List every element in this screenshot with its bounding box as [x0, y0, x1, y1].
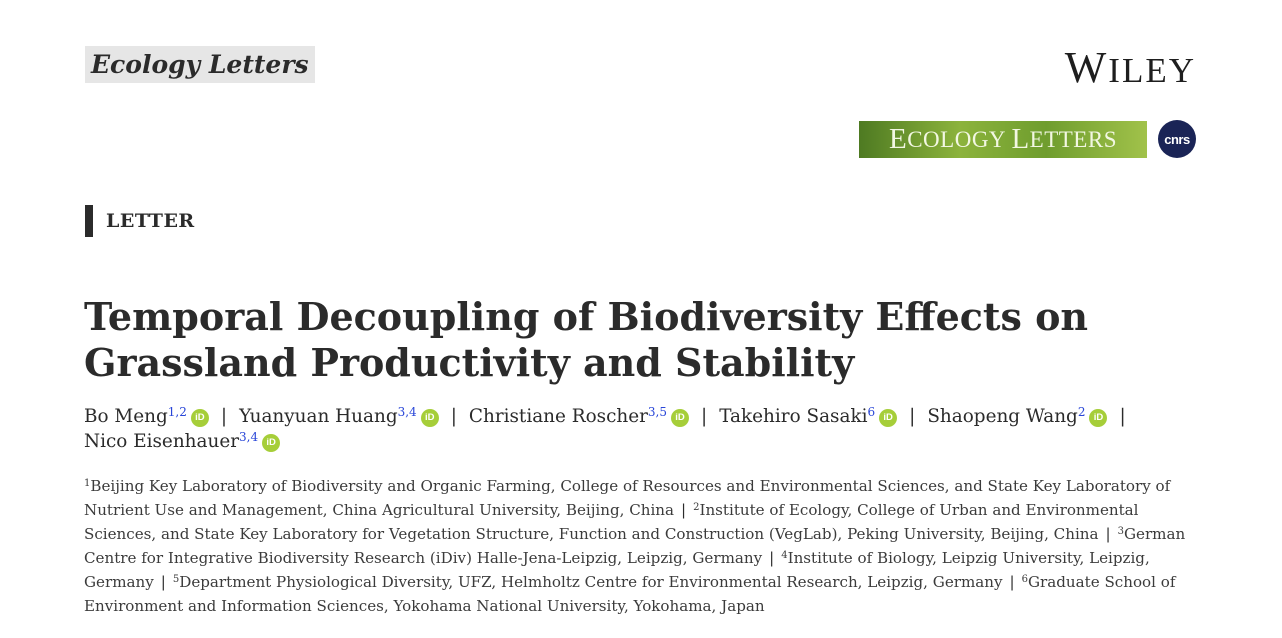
author-affiliation-ref[interactable]: 3,5 [647, 405, 668, 419]
author-affiliation-ref[interactable]: 3,4 [239, 430, 259, 444]
cnrs-logo[interactable]: cnrs [1158, 120, 1196, 158]
author-affiliation-ref[interactable]: 3,4 [397, 405, 417, 419]
affiliation-text: Institute of Biology, Leipzig University, Leipzig, Germany [84, 549, 1150, 591]
affiliations-block [84, 474, 1199, 618]
author-name[interactable]: Shaopeng Wang [927, 406, 1078, 427]
author-name[interactable]: Bo Meng [84, 406, 168, 427]
author-entry [719, 406, 897, 427]
wiley-logo[interactable] [1065, 42, 1196, 93]
banner-initial-2: L [1011, 123, 1030, 155]
author-affiliation-ref[interactable]: 1,2 [167, 405, 187, 419]
affiliation-number: 3 [1117, 526, 1124, 537]
author-entry [927, 406, 1107, 427]
author-entry [239, 406, 439, 427]
affiliation-text: German Centre for Integrative Biodiversity Research (iDiv) Halle-Jena-Leipzig, Leipzig, Germany [84, 525, 1186, 567]
author-name[interactable]: Nico Eisenhauer [84, 431, 239, 452]
affiliation-text: Graduate School of Environment and Information Sciences, Yokohama National University, Yokohama, Japan [84, 573, 1176, 615]
wiley-logo-initial: W [1064, 43, 1109, 92]
author-name[interactable]: Yuanyuan Huang [239, 406, 398, 427]
author-separator: | [1119, 406, 1126, 427]
author-name[interactable]: Takehiro Sasaki [719, 406, 868, 427]
affiliation-number: 4 [781, 550, 788, 561]
affiliation-number: 5 [172, 574, 180, 585]
affiliation-separator: | [1009, 573, 1015, 591]
affiliation-text: Department Physiological Diversity, UFZ, Helmholtz Centre for Environmental Research, Leipzig, Germany [179, 573, 1003, 591]
author-separator: | [701, 406, 708, 427]
author-separator: | [220, 406, 228, 427]
article-type-label: LETTER [85, 205, 195, 237]
banner-initial-1: E [888, 123, 908, 155]
banner-word-2: ETTERS [1029, 126, 1117, 152]
affiliation-number: 1 [84, 478, 91, 489]
author-separator: | [909, 406, 916, 427]
orcid-icon[interactable]: iD [421, 409, 439, 427]
affiliation-text: Beijing Key Laboratory of Biodiversity and Organic Farming, College of Resources and Environmental Sciences, and State Key Laboratory of Nutrient Use and Management, China Agricultural University, Beijing, China [84, 477, 1171, 519]
author-entry [84, 406, 209, 427]
orcid-icon[interactable]: iD [671, 409, 689, 427]
author-separator: | [450, 406, 457, 427]
author-list [84, 404, 1204, 454]
affiliation-separator: | [1105, 525, 1111, 543]
orcid-icon[interactable]: iD [191, 409, 209, 427]
affiliation-number: 2 [693, 502, 700, 513]
wiley-logo-rest: ILEY [1108, 51, 1196, 90]
orcid-icon[interactable]: iD [262, 434, 280, 452]
affiliation-separator: | [160, 573, 166, 591]
author-affiliation-ref[interactable]: 2 [1077, 405, 1086, 419]
orcid-icon[interactable]: iD [1089, 409, 1107, 427]
banner-word-1: COLOGY [907, 126, 1012, 152]
ecology-letters-banner[interactable] [859, 121, 1147, 158]
affiliation-text: Institute of Ecology, College of Urban and Environmental Sciences, and State Key Laboratory for Vegetation Structure, Function and Construction (VegLab), Peking University, Beijing, China [84, 501, 1139, 543]
author-entry [469, 406, 689, 427]
author-name[interactable]: Christiane Roscher [468, 406, 648, 427]
article-title: Temporal Decoupling of Biodiversity Effects on Grassland Productivity and Stability [84, 294, 1089, 385]
author-affiliation-ref[interactable]: 6 [867, 405, 876, 419]
affiliation-number: 6 [1021, 574, 1028, 585]
author-entry [84, 431, 280, 452]
affiliation-separator: | [681, 501, 687, 519]
affiliation-separator: | [769, 549, 775, 567]
journal-name-tag: Ecology Letters [85, 46, 315, 83]
affiliation-entry [173, 573, 1003, 591]
orcid-icon[interactable]: iD [879, 409, 897, 427]
